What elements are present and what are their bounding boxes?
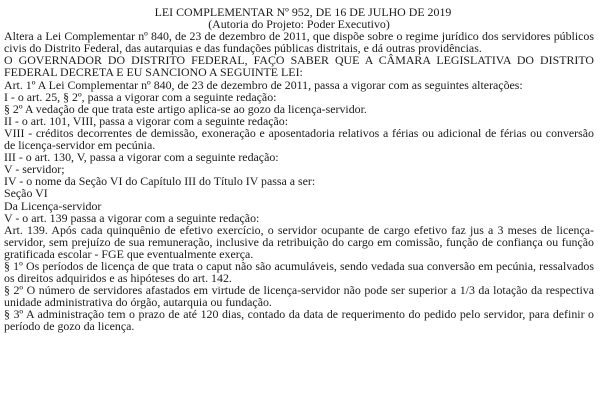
paragraph-2-art-25: § 2º A vedação de que trata este artigo aplica-se ao gozo da licença-servidor.: [4, 101, 367, 116]
item-v-art-130: V - servidor;: [4, 162, 65, 177]
article-1: Art. 1º A Lei Complementar nº 840, de 23 de dezembro de 2011, passa a vigorar com as seguintes alterações:: [4, 77, 523, 92]
paragraph-2-art-139: § 2º O número de servidores afastados em virtude de licença-servidor não pode ser superior a 1/3 da lotação da respectiva unidade administrativa do órgão, autarquia ou fundação.: [4, 283, 594, 310]
item-iv: IV - o nome da Seção VI do Capítulo III do Título IV passa a ser:: [4, 174, 316, 189]
article-139: Art. 139. Após cada quinquênio de efetivo exercício, o servidor ocupante de cargo efetivo faz jus a 3 meses de licença-servidor, sem prejuízo de sua remuneração, inclusive da retribuição do cargo em comissão, função de confiança ou função gratificada escolar - FGE que eventualmente exerça.: [4, 222, 594, 261]
item-i: I - o art. 25, § 2º, passa a vigorar com a seguinte redação:: [4, 89, 277, 104]
section-heading: Seção VI: [4, 186, 48, 201]
enactment-clause: O GOVERNADOR DO DISTRITO FEDERAL, FAÇO SABER QUE A CÂMARA LEGISLATIVA DO DISTRITO FEDERAL DECRETA E EU SANCIONO A SEGUINTE LEI:: [4, 53, 594, 80]
law-summary: Altera a Lei Complementar nº 840, de 23 de dezembro de 2011, que dispõe sobre o regime jurídico dos servidores públicos civis do Distrito Federal, das autarquias e das fundações públicas distritais, e dá outras providências.: [4, 29, 594, 56]
law-title: LEI COMPLEMENTAR Nº 952, DE 16 DE JULHO DE 2019: [154, 5, 452, 19]
law-authorship: (Autoria do Projeto: Poder Executivo): [208, 17, 390, 32]
paragraph-3-art-139: § 3º A administração tem o prazo de até 120 dias, contado da data de requerimento do pedido pelo servidor, para definir o período de gozo da licença.: [4, 307, 594, 334]
item-iii: III - o art. 130, V, passa a vigorar com a seguinte redação:: [4, 150, 279, 165]
section-name: Da Licença-servidor: [4, 198, 102, 213]
paragraph-1-art-139: § 1º Os períodos de licença de que trata o caput não são acumuláveis, sendo vedada sua conversão em pecúnia, ressalvados os direitos adquiridos e as hipóteses do art. 142.: [4, 258, 594, 286]
item-ii: II - o art. 101, VIII, passa a vigorar com a seguinte redação:: [4, 113, 289, 128]
item-v: V - o art. 139 passa a vigorar com a seguinte redação:: [4, 210, 260, 225]
item-viii-art-101: VIII - créditos decorrentes de demissão, exoneração e aposentadoria relativos a férias ou adicional de férias ou conversão de licença-servidor em pecúnia.: [4, 125, 594, 153]
